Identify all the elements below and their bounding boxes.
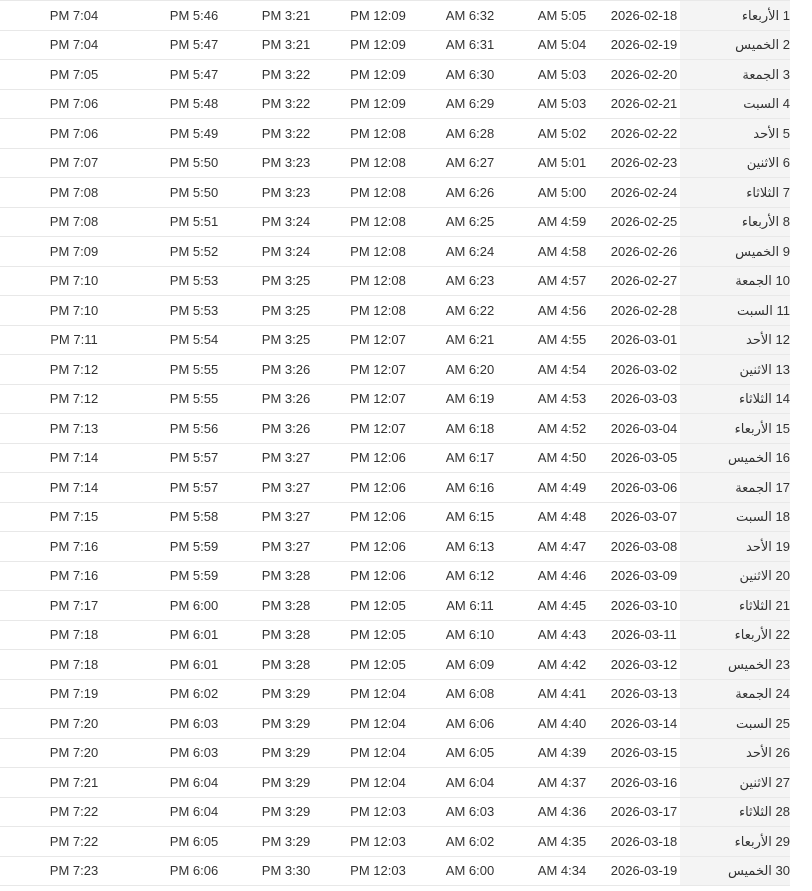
day-name-cell: 30 الخميس xyxy=(680,856,790,886)
table-row xyxy=(0,561,790,591)
day-name-cell: 12 الأحد xyxy=(680,325,790,355)
date-cell: 2026-03-13 xyxy=(608,679,680,709)
asr-time-cell: PM 3:21 xyxy=(240,1,332,31)
day-name-cell: 28 الثلاثاء xyxy=(680,797,790,827)
maghrib-time-cell: PM 5:47 xyxy=(148,30,240,60)
sunrise-time-cell: AM 6:25 xyxy=(424,207,516,237)
day-name-cell: 29 الأربعاء xyxy=(680,827,790,857)
asr-time-cell: PM 3:26 xyxy=(240,355,332,385)
dhuhr-time-cell: PM 12:07 xyxy=(332,414,424,444)
table-row xyxy=(0,266,790,296)
date-cell: 2026-03-02 xyxy=(608,355,680,385)
maghrib-time-cell: PM 5:47 xyxy=(148,60,240,90)
fajr-time-cell: AM 5:04 xyxy=(516,30,608,60)
day-name-cell: 7 الثلاثاء xyxy=(680,178,790,208)
isha-time-cell: PM 7:20 xyxy=(0,738,148,768)
table-row xyxy=(0,768,790,798)
isha-time-cell: PM 7:23 xyxy=(0,856,148,886)
dhuhr-time-cell: PM 12:09 xyxy=(332,30,424,60)
fajr-time-cell: AM 4:39 xyxy=(516,738,608,768)
fajr-time-cell: AM 4:42 xyxy=(516,650,608,680)
asr-time-cell: PM 3:23 xyxy=(240,178,332,208)
table-row xyxy=(0,355,790,385)
sunrise-time-cell: AM 6:30 xyxy=(424,60,516,90)
date-cell: 2026-02-20 xyxy=(608,60,680,90)
date-cell: 2026-03-16 xyxy=(608,768,680,798)
fajr-time-cell: AM 4:37 xyxy=(516,768,608,798)
isha-time-cell: PM 7:12 xyxy=(0,384,148,414)
dhuhr-time-cell: PM 12:04 xyxy=(332,768,424,798)
day-name-cell: 10 الجمعة xyxy=(680,266,790,296)
date-cell: 2026-03-12 xyxy=(608,650,680,680)
isha-time-cell: PM 7:13 xyxy=(0,414,148,444)
fajr-time-cell: AM 4:35 xyxy=(516,827,608,857)
isha-time-cell: PM 7:22 xyxy=(0,827,148,857)
isha-time-cell: PM 7:16 xyxy=(0,561,148,591)
date-cell: 2026-02-28 xyxy=(608,296,680,326)
dhuhr-time-cell: PM 12:03 xyxy=(332,827,424,857)
dhuhr-time-cell: PM 12:08 xyxy=(332,178,424,208)
maghrib-time-cell: PM 5:59 xyxy=(148,561,240,591)
day-name-cell: 23 الخميس xyxy=(680,650,790,680)
sunrise-time-cell: AM 6:04 xyxy=(424,768,516,798)
asr-time-cell: PM 3:22 xyxy=(240,60,332,90)
fajr-time-cell: AM 4:46 xyxy=(516,561,608,591)
fajr-time-cell: AM 4:52 xyxy=(516,414,608,444)
dhuhr-time-cell: PM 12:03 xyxy=(332,856,424,886)
fajr-time-cell: AM 4:56 xyxy=(516,296,608,326)
date-cell: 2026-03-06 xyxy=(608,473,680,503)
fajr-time-cell: AM 4:49 xyxy=(516,473,608,503)
date-cell: 2026-03-03 xyxy=(608,384,680,414)
maghrib-time-cell: PM 5:50 xyxy=(148,148,240,178)
isha-time-cell: PM 7:06 xyxy=(0,89,148,119)
day-name-cell: 17 الجمعة xyxy=(680,473,790,503)
table-row xyxy=(0,384,790,414)
isha-time-cell: PM 7:08 xyxy=(0,178,148,208)
date-cell: 2026-03-05 xyxy=(608,443,680,473)
day-name-cell: 9 الخميس xyxy=(680,237,790,267)
asr-time-cell: PM 3:21 xyxy=(240,30,332,60)
asr-time-cell: PM 3:30 xyxy=(240,856,332,886)
dhuhr-time-cell: PM 12:07 xyxy=(332,355,424,385)
fajr-time-cell: AM 5:01 xyxy=(516,148,608,178)
isha-time-cell: PM 7:21 xyxy=(0,768,148,798)
dhuhr-time-cell: PM 12:06 xyxy=(332,473,424,503)
isha-time-cell: PM 7:09 xyxy=(0,237,148,267)
table-row xyxy=(0,650,790,680)
date-cell: 2026-03-07 xyxy=(608,502,680,532)
maghrib-time-cell: PM 5:58 xyxy=(148,502,240,532)
day-name-cell: 14 الثلاثاء xyxy=(680,384,790,414)
dhuhr-time-cell: PM 12:06 xyxy=(332,502,424,532)
day-name-cell: 4 السبت xyxy=(680,89,790,119)
date-cell: 2026-03-10 xyxy=(608,591,680,621)
table-row xyxy=(0,443,790,473)
table-row xyxy=(0,296,790,326)
fajr-time-cell: AM 4:57 xyxy=(516,266,608,296)
maghrib-time-cell: PM 5:50 xyxy=(148,178,240,208)
date-cell: 2026-02-26 xyxy=(608,237,680,267)
isha-time-cell: PM 7:10 xyxy=(0,266,148,296)
table-row xyxy=(0,620,790,650)
sunrise-time-cell: AM 6:08 xyxy=(424,679,516,709)
dhuhr-time-cell: PM 12:08 xyxy=(332,119,424,149)
asr-time-cell: PM 3:27 xyxy=(240,443,332,473)
day-name-cell: 16 الخميس xyxy=(680,443,790,473)
asr-time-cell: PM 3:28 xyxy=(240,650,332,680)
table-row xyxy=(0,178,790,208)
dhuhr-time-cell: PM 12:08 xyxy=(332,296,424,326)
table-row xyxy=(0,1,790,31)
asr-time-cell: PM 3:22 xyxy=(240,89,332,119)
table-row xyxy=(0,89,790,119)
sunrise-time-cell: AM 6:03 xyxy=(424,797,516,827)
table-row xyxy=(0,30,790,60)
day-name-cell: 19 الأحد xyxy=(680,532,790,562)
maghrib-time-cell: PM 5:51 xyxy=(148,207,240,237)
asr-time-cell: PM 3:25 xyxy=(240,296,332,326)
maghrib-time-cell: PM 5:57 xyxy=(148,473,240,503)
isha-time-cell: PM 7:18 xyxy=(0,620,148,650)
dhuhr-time-cell: PM 12:07 xyxy=(332,325,424,355)
isha-time-cell: PM 7:04 xyxy=(0,1,148,31)
dhuhr-time-cell: PM 12:05 xyxy=(332,591,424,621)
asr-time-cell: PM 3:24 xyxy=(240,237,332,267)
sunrise-time-cell: AM 6:22 xyxy=(424,296,516,326)
date-cell: 2026-03-19 xyxy=(608,856,680,886)
fajr-time-cell: AM 4:47 xyxy=(516,532,608,562)
asr-time-cell: PM 3:28 xyxy=(240,591,332,621)
fajr-time-cell: AM 5:03 xyxy=(516,89,608,119)
day-name-cell: 5 الأحد xyxy=(680,119,790,149)
sunrise-time-cell: AM 6:27 xyxy=(424,148,516,178)
day-name-cell: 6 الاثنين xyxy=(680,148,790,178)
table-row xyxy=(0,502,790,532)
asr-time-cell: PM 3:29 xyxy=(240,827,332,857)
sunrise-time-cell: AM 6:18 xyxy=(424,414,516,444)
dhuhr-time-cell: PM 12:09 xyxy=(332,60,424,90)
fajr-time-cell: AM 5:02 xyxy=(516,119,608,149)
dhuhr-time-cell: PM 12:04 xyxy=(332,709,424,739)
date-cell: 2026-03-17 xyxy=(608,797,680,827)
maghrib-time-cell: PM 5:55 xyxy=(148,355,240,385)
asr-time-cell: PM 3:27 xyxy=(240,473,332,503)
date-cell: 2026-03-14 xyxy=(608,709,680,739)
maghrib-time-cell: PM 5:53 xyxy=(148,296,240,326)
date-cell: 2026-03-04 xyxy=(608,414,680,444)
fajr-time-cell: AM 5:03 xyxy=(516,60,608,90)
maghrib-time-cell: PM 5:59 xyxy=(148,532,240,562)
table-row xyxy=(0,532,790,562)
table-row xyxy=(0,856,790,886)
sunrise-time-cell: AM 6:19 xyxy=(424,384,516,414)
day-name-cell: 2 الخميس xyxy=(680,30,790,60)
isha-time-cell: PM 7:14 xyxy=(0,443,148,473)
sunrise-time-cell: AM 6:20 xyxy=(424,355,516,385)
dhuhr-time-cell: PM 12:04 xyxy=(332,679,424,709)
sunrise-time-cell: AM 6:28 xyxy=(424,119,516,149)
fajr-time-cell: AM 4:43 xyxy=(516,620,608,650)
asr-time-cell: PM 3:29 xyxy=(240,709,332,739)
fajr-time-cell: AM 4:54 xyxy=(516,355,608,385)
date-cell: 2026-02-23 xyxy=(608,148,680,178)
maghrib-time-cell: PM 5:54 xyxy=(148,325,240,355)
table-row xyxy=(0,60,790,90)
asr-time-cell: PM 3:24 xyxy=(240,207,332,237)
fajr-time-cell: AM 4:34 xyxy=(516,856,608,886)
isha-time-cell: PM 7:12 xyxy=(0,355,148,385)
maghrib-time-cell: PM 5:57 xyxy=(148,443,240,473)
maghrib-time-cell: PM 5:52 xyxy=(148,237,240,267)
date-cell: 2026-03-11 xyxy=(608,620,680,650)
sunrise-time-cell: AM 6:13 xyxy=(424,532,516,562)
dhuhr-time-cell: PM 12:05 xyxy=(332,650,424,680)
maghrib-time-cell: PM 6:00 xyxy=(148,591,240,621)
sunrise-time-cell: AM 6:02 xyxy=(424,827,516,857)
sunrise-time-cell: AM 6:00 xyxy=(424,856,516,886)
table-row xyxy=(0,207,790,237)
date-cell: 2026-02-22 xyxy=(608,119,680,149)
fajr-time-cell: AM 4:58 xyxy=(516,237,608,267)
maghrib-time-cell: PM 5:49 xyxy=(148,119,240,149)
maghrib-time-cell: PM 6:03 xyxy=(148,738,240,768)
day-name-cell: 8 الأربعاء xyxy=(680,207,790,237)
maghrib-time-cell: PM 6:06 xyxy=(148,856,240,886)
sunrise-time-cell: AM 6:17 xyxy=(424,443,516,473)
sunrise-time-cell: AM 6:05 xyxy=(424,738,516,768)
isha-time-cell: PM 7:10 xyxy=(0,296,148,326)
sunrise-time-cell: AM 6:24 xyxy=(424,237,516,267)
dhuhr-time-cell: PM 12:08 xyxy=(332,266,424,296)
dhuhr-time-cell: PM 12:06 xyxy=(332,532,424,562)
dhuhr-time-cell: PM 12:09 xyxy=(332,1,424,31)
day-name-cell: 24 الجمعة xyxy=(680,679,790,709)
table-row xyxy=(0,148,790,178)
isha-time-cell: PM 7:17 xyxy=(0,591,148,621)
day-name-cell: 18 السبت xyxy=(680,502,790,532)
isha-time-cell: PM 7:20 xyxy=(0,709,148,739)
isha-time-cell: PM 7:06 xyxy=(0,119,148,149)
asr-time-cell: PM 3:23 xyxy=(240,148,332,178)
table-row xyxy=(0,738,790,768)
date-cell: 2026-03-01 xyxy=(608,325,680,355)
sunrise-time-cell: AM 6:21 xyxy=(424,325,516,355)
isha-time-cell: PM 7:05 xyxy=(0,60,148,90)
sunrise-time-cell: AM 6:23 xyxy=(424,266,516,296)
sunrise-time-cell: AM 6:31 xyxy=(424,30,516,60)
asr-time-cell: PM 3:26 xyxy=(240,384,332,414)
day-name-cell: 25 السبت xyxy=(680,709,790,739)
asr-time-cell: PM 3:22 xyxy=(240,119,332,149)
asr-time-cell: PM 3:27 xyxy=(240,532,332,562)
table-row xyxy=(0,591,790,621)
table-row xyxy=(0,709,790,739)
day-name-cell: 13 الاثنين xyxy=(680,355,790,385)
dhuhr-time-cell: PM 12:07 xyxy=(332,384,424,414)
fajr-time-cell: AM 4:48 xyxy=(516,502,608,532)
sunrise-time-cell: AM 6:15 xyxy=(424,502,516,532)
maghrib-time-cell: PM 5:56 xyxy=(148,414,240,444)
asr-time-cell: PM 3:25 xyxy=(240,325,332,355)
sunrise-time-cell: AM 6:32 xyxy=(424,1,516,31)
maghrib-time-cell: PM 5:48 xyxy=(148,89,240,119)
date-cell: 2026-02-21 xyxy=(608,89,680,119)
sunrise-time-cell: AM 6:11 xyxy=(424,591,516,621)
isha-time-cell: PM 7:16 xyxy=(0,532,148,562)
fajr-time-cell: AM 4:36 xyxy=(516,797,608,827)
date-cell: 2026-02-19 xyxy=(608,30,680,60)
maghrib-time-cell: PM 5:55 xyxy=(148,384,240,414)
fajr-time-cell: AM 4:50 xyxy=(516,443,608,473)
timetable-body xyxy=(0,1,790,886)
fajr-time-cell: AM 4:55 xyxy=(516,325,608,355)
isha-time-cell: PM 7:14 xyxy=(0,473,148,503)
day-name-cell: 3 الجمعة xyxy=(680,60,790,90)
isha-time-cell: PM 7:04 xyxy=(0,30,148,60)
dhuhr-time-cell: PM 12:05 xyxy=(332,620,424,650)
sunrise-time-cell: AM 6:10 xyxy=(424,620,516,650)
date-cell: 2026-03-18 xyxy=(608,827,680,857)
dhuhr-time-cell: PM 12:09 xyxy=(332,89,424,119)
maghrib-time-cell: PM 5:53 xyxy=(148,266,240,296)
maghrib-time-cell: PM 6:04 xyxy=(148,768,240,798)
table-row xyxy=(0,237,790,267)
table-row xyxy=(0,827,790,857)
maghrib-time-cell: PM 5:46 xyxy=(148,1,240,31)
asr-time-cell: PM 3:28 xyxy=(240,620,332,650)
day-name-cell: 21 الثلاثاء xyxy=(680,591,790,621)
asr-time-cell: PM 3:28 xyxy=(240,561,332,591)
maghrib-time-cell: PM 6:03 xyxy=(148,709,240,739)
isha-time-cell: PM 7:11 xyxy=(0,325,148,355)
dhuhr-time-cell: PM 12:06 xyxy=(332,561,424,591)
fajr-time-cell: AM 5:00 xyxy=(516,178,608,208)
sunrise-time-cell: AM 6:26 xyxy=(424,178,516,208)
fajr-time-cell: AM 4:59 xyxy=(516,207,608,237)
maghrib-time-cell: PM 6:02 xyxy=(148,679,240,709)
maghrib-time-cell: PM 6:01 xyxy=(148,650,240,680)
asr-time-cell: PM 3:26 xyxy=(240,414,332,444)
dhuhr-time-cell: PM 12:08 xyxy=(332,237,424,267)
asr-time-cell: PM 3:29 xyxy=(240,738,332,768)
asr-time-cell: PM 3:27 xyxy=(240,502,332,532)
table-row xyxy=(0,325,790,355)
date-cell: 2026-03-08 xyxy=(608,532,680,562)
date-cell: 2026-02-18 xyxy=(608,1,680,31)
date-cell: 2026-02-24 xyxy=(608,178,680,208)
dhuhr-time-cell: PM 12:08 xyxy=(332,148,424,178)
table-row xyxy=(0,414,790,444)
asr-time-cell: PM 3:29 xyxy=(240,768,332,798)
date-cell: 2026-03-15 xyxy=(608,738,680,768)
asr-time-cell: PM 3:25 xyxy=(240,266,332,296)
dhuhr-time-cell: PM 12:06 xyxy=(332,443,424,473)
asr-time-cell: PM 3:29 xyxy=(240,797,332,827)
day-name-cell: 27 الاثنين xyxy=(680,768,790,798)
fajr-time-cell: AM 5:05 xyxy=(516,1,608,31)
maghrib-time-cell: PM 6:01 xyxy=(148,620,240,650)
sunrise-time-cell: AM 6:09 xyxy=(424,650,516,680)
day-name-cell: 20 الاثنين xyxy=(680,561,790,591)
sunrise-time-cell: AM 6:29 xyxy=(424,89,516,119)
table-row xyxy=(0,473,790,503)
date-cell: 2026-02-25 xyxy=(608,207,680,237)
table-row xyxy=(0,119,790,149)
fajr-time-cell: AM 4:45 xyxy=(516,591,608,621)
isha-time-cell: PM 7:22 xyxy=(0,797,148,827)
fajr-time-cell: AM 4:40 xyxy=(516,709,608,739)
dhuhr-time-cell: PM 12:03 xyxy=(332,797,424,827)
dhuhr-time-cell: PM 12:04 xyxy=(332,738,424,768)
sunrise-time-cell: AM 6:12 xyxy=(424,561,516,591)
fajr-time-cell: AM 4:41 xyxy=(516,679,608,709)
dhuhr-time-cell: PM 12:08 xyxy=(332,207,424,237)
day-name-cell: 22 الأربعاء xyxy=(680,620,790,650)
date-cell: 2026-02-27 xyxy=(608,266,680,296)
isha-time-cell: PM 7:15 xyxy=(0,502,148,532)
maghrib-time-cell: PM 6:04 xyxy=(148,797,240,827)
isha-time-cell: PM 7:18 xyxy=(0,650,148,680)
date-cell: 2026-03-09 xyxy=(608,561,680,591)
day-name-cell: 1 الأربعاء xyxy=(680,1,790,31)
sunrise-time-cell: AM 6:06 xyxy=(424,709,516,739)
table-row xyxy=(0,797,790,827)
fajr-time-cell: AM 4:53 xyxy=(516,384,608,414)
day-name-cell: 11 السبت xyxy=(680,296,790,326)
day-name-cell: 26 الأحد xyxy=(680,738,790,768)
isha-time-cell: PM 7:08 xyxy=(0,207,148,237)
table-row xyxy=(0,679,790,709)
maghrib-time-cell: PM 6:05 xyxy=(148,827,240,857)
asr-time-cell: PM 3:29 xyxy=(240,679,332,709)
sunrise-time-cell: AM 6:16 xyxy=(424,473,516,503)
isha-time-cell: PM 7:19 xyxy=(0,679,148,709)
isha-time-cell: PM 7:07 xyxy=(0,148,148,178)
day-name-cell: 15 الأربعاء xyxy=(680,414,790,444)
